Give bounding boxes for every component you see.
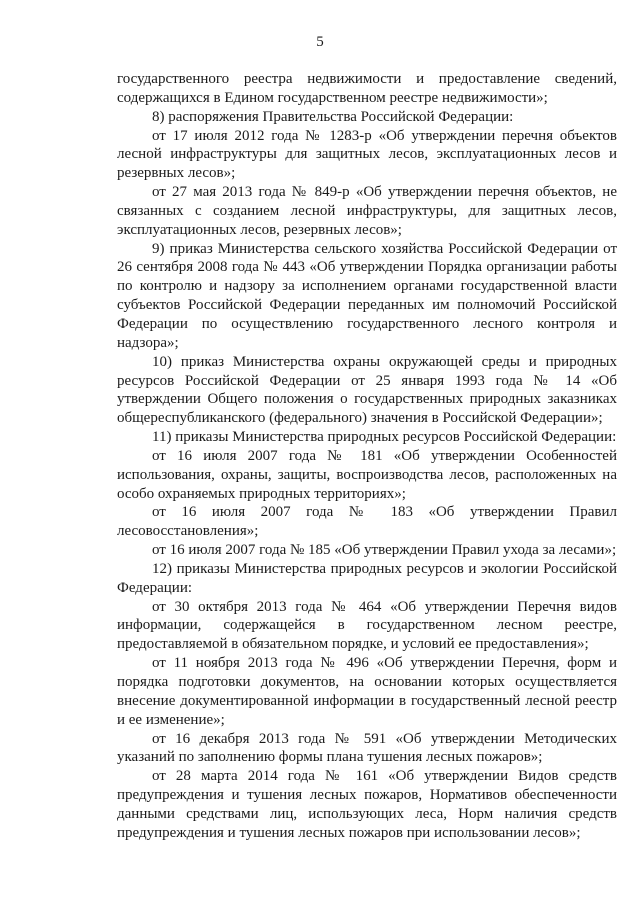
paragraph: от 16 июля 2007 года № 181 «Об утверждении Особенностей использования, охраны, защиты, воспроизводства лесов, расположенных на особо охраняемых природных территориях»;	[117, 447, 617, 502]
paragraph: 12) приказы Министерства природных ресурсов и экологии Российской Федерации:	[117, 560, 617, 596]
paragraph: 8) распоряжения Правительства Российской Федерации:	[152, 108, 514, 125]
paragraph: государственного реестра недвижимости и предоставление сведений, содержащихся в Едином государственном реестре недвижимости»;	[117, 71, 617, 106]
paragraph: от 11 ноября 2013 года № 496 «Об утверждении Перечня, форм и порядка подготовки документов, на основании которых осуществляется внесение документированной информации в государственный лесной реестр и ее изменение»;	[117, 655, 617, 728]
paragraph: от 30 октября 2013 года № 464 «Об утверждении Перечня видов информации, содержащейся в государственном лесном реестре, предоставляемой в обязательном порядке, и условий ее предоставления»;	[117, 598, 617, 653]
page-number: 5	[316, 34, 324, 50]
paragraph: от 27 мая 2013 года № 849-р «Об утверждении перечня объектов, не связанных с созданием лесной инфраструктуры, для защитных лесов, эксплуатационных лесов, резервных лесов»;	[117, 184, 617, 238]
paragraph: 9) приказ Министерства сельского хозяйства Российской Федерации от 26 сентября 2008 года № 443 «Об утверждении Порядка организации работы по контролю и надзору за исполнением органами государственной власти субъектов Российской Федерации переданных им полномочий Российской Федерации по осуществлению государственного лесного контроля и надзора»;	[117, 240, 617, 351]
paragraph: от 16 июля 2007 года № 185 «Об утверждении Правил ухода за лесами»;	[152, 542, 617, 559]
body-text	[117, 70, 617, 843]
paragraph: 10) приказ Министерства охраны окружающей среды и природных ресурсов Российской Федерации от 25 января 1993 года № 14 «Об утверждении Общего положения о государственных природных заказниках общереспубликанского (федерального) значения в Российской Федерации»;	[117, 353, 617, 427]
paragraph: от 28 марта 2014 года № 161 «Об утверждении Видов средств предупреждения и тушения лесных пожаров, Нормативов обеспеченности данными средствами лиц, использующих леса, Норм наличия средств предупреждения и тушения лесных пожаров при использовании лесов»;	[117, 768, 617, 841]
paragraph: от 16 июля 2007 года № 183 «Об утверждении Правил лесовосстановления»;	[117, 504, 617, 540]
paragraph: от 16 декабря 2013 года № 591 «Об утверждении Методических указаний по заполнению формы плана тушения лесных пожаров»;	[117, 730, 617, 766]
paragraph: от 17 июля 2012 года № 1283-р «Об утверждении перечня объектов лесной инфраструктуры для защитных лесов, эксплуатационных лесов и резервных лесов»;	[117, 127, 617, 182]
paragraph: 11) приказы Министерства природных ресурсов Российской Федерации:	[152, 429, 617, 446]
